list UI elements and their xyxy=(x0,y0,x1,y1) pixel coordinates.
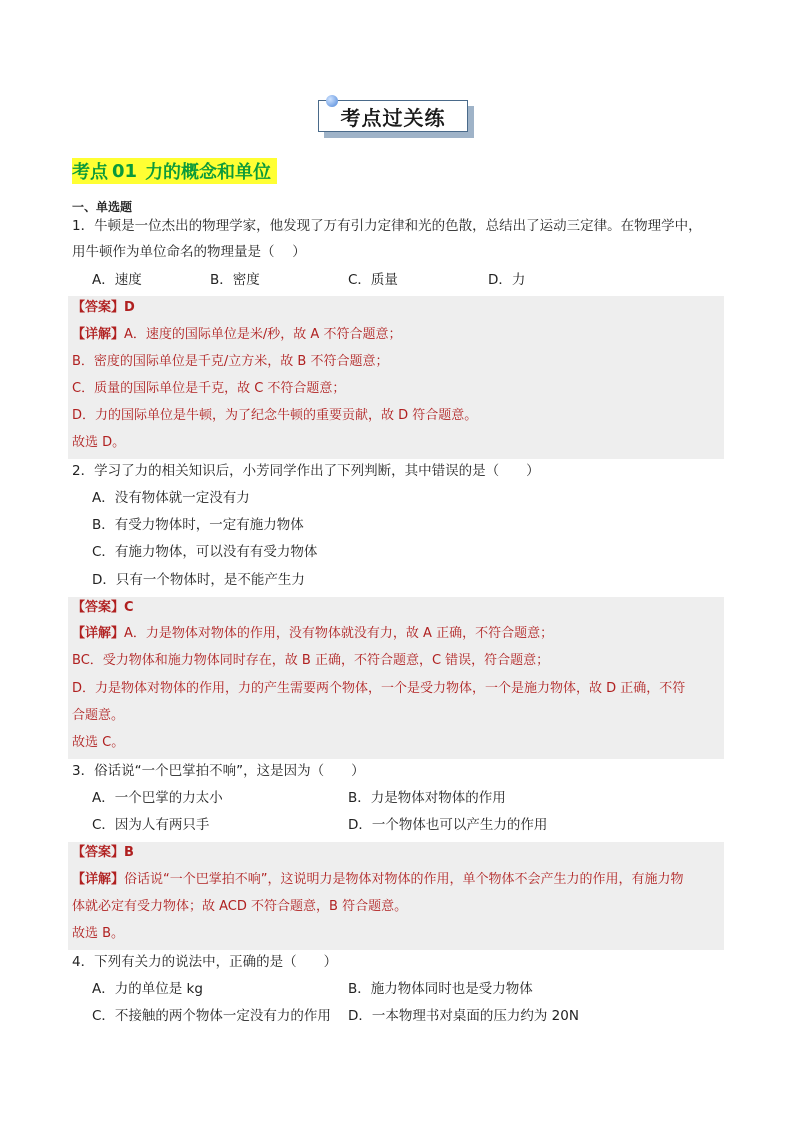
answer-block-3 xyxy=(68,842,724,950)
answer-value: B xyxy=(124,845,134,860)
answer-tag: 【答案】 xyxy=(72,845,125,860)
answer-block-1 xyxy=(68,296,724,459)
title-badge xyxy=(318,100,476,142)
answer-value: D xyxy=(124,300,135,315)
question-2-option-d[interactable]: D．只有一个物体时，是不能产生力 xyxy=(92,572,305,588)
detail-text: A．力是物体对物体的作用，没有物体就没有力，故 A 正确，不符合题意； xyxy=(124,626,554,641)
answer-tag: 【答案】 xyxy=(72,600,125,615)
detail-line xyxy=(72,870,684,890)
detail-tag: 【详解】 xyxy=(72,327,125,342)
detail-line: B．密度的国际单位是千克/立方米，故 B 不符合题意； xyxy=(72,354,389,369)
detail-line: 故选 D。 xyxy=(72,435,126,450)
question-2-option-b[interactable]: B．有受力物体时，一定有施力物体 xyxy=(92,517,304,533)
answer-block-2 xyxy=(68,597,724,759)
question-3-option-d[interactable]: D．一个物体也可以产生力的作用 xyxy=(348,817,548,833)
part-label: 一、单选题 xyxy=(72,200,133,214)
question-3-line-1: 3．俗话说“一个巴掌拍不响”，这是因为（ ） xyxy=(72,763,365,779)
question-1-line-1: 1．牛顿是一位杰出的物理学家，他发现了万有引力定律和光的色散，总结出了运动三定律。在物理学中， xyxy=(72,218,702,234)
detail-line: 故选 C。 xyxy=(72,735,125,750)
question-1-option-d[interactable]: D．力 xyxy=(488,272,526,288)
detail-line: D．力是物体对物体的作用，力的产生需要两个物体，一个是受力物体，一个是施力物体，故 D 正确，不符 xyxy=(72,681,686,696)
answer-line xyxy=(72,843,134,863)
detail-line: 故选 B。 xyxy=(72,926,125,941)
detail-line: BC．受力物体和施力物体同时存在，故 B 正确，不符合题意，C 错误，符合题意； xyxy=(72,653,550,668)
question-2-option-c[interactable]: C．有施力物体，可以没有有受力物体 xyxy=(92,544,318,560)
question-1-line-2: 用牛顿作为单位命名的物理量是（ ） xyxy=(72,244,306,260)
question-2-option-a[interactable]: A．没有物体就一定没有力 xyxy=(92,490,250,506)
answer-tag: 【答案】 xyxy=(72,300,125,315)
question-3-option-a[interactable]: A．一个巴掌的力太小 xyxy=(92,790,223,806)
detail-line xyxy=(72,624,553,644)
detail-line: C．质量的国际单位是千克，故 C 不符合题意； xyxy=(72,381,346,396)
section-name: 力的概念和单位 xyxy=(145,162,272,183)
question-4-option-d[interactable]: D．一本物理书对桌面的压力约为 20N xyxy=(348,1008,579,1024)
answer-line xyxy=(72,598,134,618)
question-4-option-a[interactable]: A．力的单位是 kg xyxy=(92,981,203,997)
section-heading xyxy=(72,158,277,184)
answer-value: C xyxy=(124,600,134,615)
detail-text: A．速度的国际单位是米/秒，故 A 不符合题意； xyxy=(124,327,402,342)
detail-line: 合题意。 xyxy=(72,708,125,723)
detail-tag: 【详解】 xyxy=(72,872,125,887)
question-3-option-b[interactable]: B．力是物体对物体的作用 xyxy=(348,790,506,806)
detail-line xyxy=(72,325,401,345)
question-4-option-c[interactable]: C．不接触的两个物体一定没有力的作用 xyxy=(92,1008,331,1024)
question-2-line-1: 2．学习了力的相关知识后，小芳同学作出了下列判断，其中错误的是（ ） xyxy=(72,463,540,479)
question-1-option-b[interactable]: B．密度 xyxy=(210,272,260,288)
title-dot-icon xyxy=(326,95,338,107)
question-4-option-b[interactable]: B．施力物体同时也是受力物体 xyxy=(348,981,533,997)
question-4-line-1: 4．下列有关力的说法中，正确的是（ ） xyxy=(72,954,338,970)
page-title: 考点过关练 xyxy=(318,100,468,132)
section-prefix: 考点 xyxy=(72,162,108,183)
detail-line: D．力的国际单位是牛顿，为了纪念牛顿的重要贡献，故 D 符合题意。 xyxy=(72,408,478,423)
question-1-option-c[interactable]: C．质量 xyxy=(348,272,398,288)
question-3-option-c[interactable]: C．因为人有两只手 xyxy=(92,817,210,833)
question-1-option-a[interactable]: A．速度 xyxy=(92,272,142,288)
detail-tag: 【详解】 xyxy=(72,626,125,641)
detail-line: 体就必定有受力物体；故 ACD 不符合题意，B 符合题意。 xyxy=(72,899,408,914)
answer-line xyxy=(72,298,135,318)
detail-text: 俗话说“一个巴掌拍不响”，这说明力是物体对物体的作用，单个物体不会产生力的作用，有施力物 xyxy=(124,872,684,887)
section-number: 01 xyxy=(112,160,138,182)
